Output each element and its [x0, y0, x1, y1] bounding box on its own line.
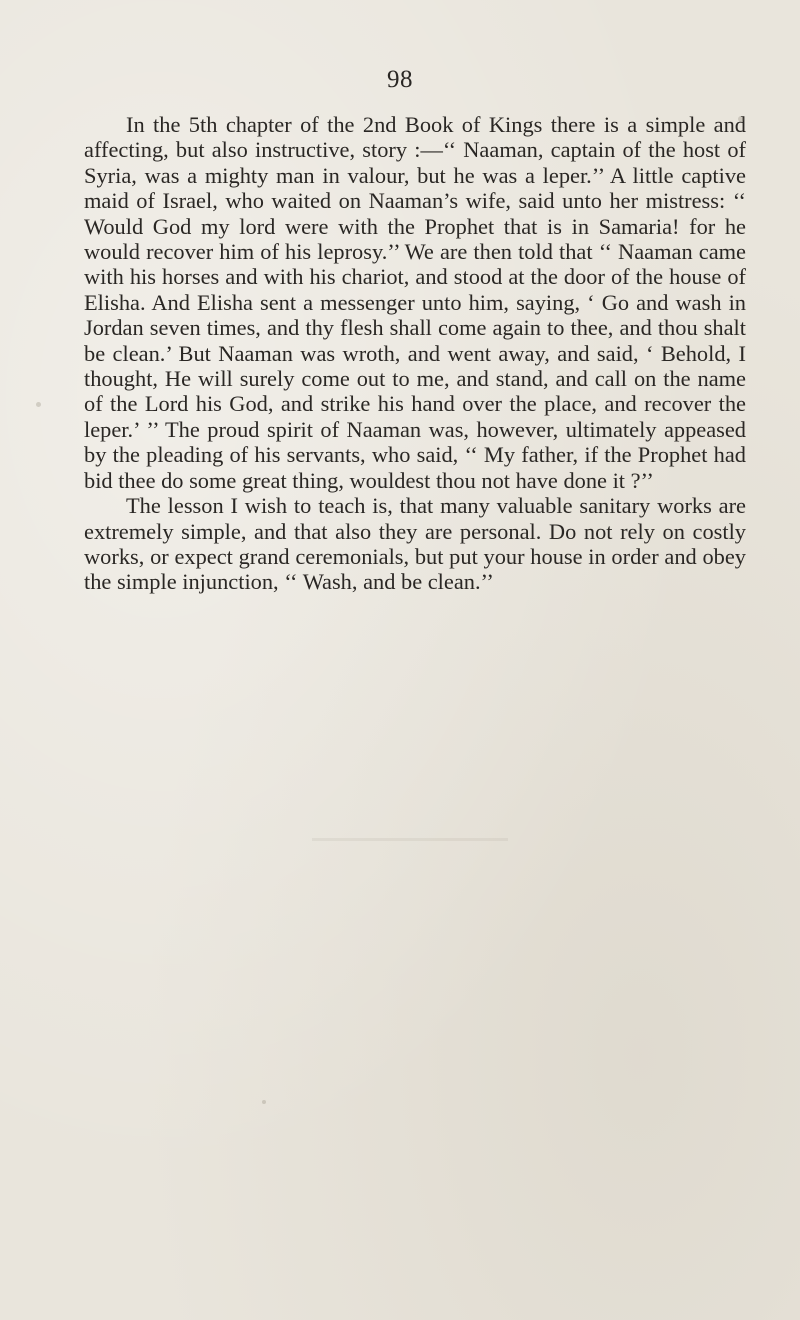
paragraph-lesson: The lesson I wish to teach is, that many valuable sanitary works are extremely simple, and that also they are personal. Do not rely on costly works, or expect grand ceremonials, but put your house in order and obey the simple injunction, ‘‘ Wash, and be clean.’’ — [84, 493, 746, 595]
body-text — [84, 112, 746, 595]
page-number: 98 — [387, 66, 413, 93]
faint-rule-mark — [312, 838, 508, 841]
paper-speck — [36, 402, 41, 407]
paper-speck — [738, 116, 744, 122]
paper-speck — [262, 1100, 266, 1104]
paragraph-naaman-story: In the 5th chapter of the 2nd Book of Kings there is a simple and affecting, but also instructive, story :—‘‘ Naaman, captain of the host of Syria, was a mighty man in valour, but he was a leper.’’ A little captive maid of Israel, who waited on Naaman’s wife, said unto her mistress: ‘‘ Would God my lord were with the Prophet that is in Samaria! for he would recover him of his leprosy.’’ We are then told that ‘‘ Naaman came with his horses and with his chariot, and stood at the door of the house of Elisha. And Elisha sent a messenger unto him, saying, ‘ Go and wash in Jordan seven times, and thy flesh shall come again to thee, and thou shalt be clean.’ But Naaman was wroth, and went away, and said, ‘ Behold, I thought, He will surely come out to me, and stand, and call on the name of the Lord his God, and strike his hand over the place, and recover the leper.’ ’’ The proud spirit of Naaman was, however, ultimately appeased by the pleading of his servants, who said, ‘‘ My father, if the Prophet had bid thee do some great thing, wouldest thou not have done it ?’’ — [84, 112, 746, 493]
